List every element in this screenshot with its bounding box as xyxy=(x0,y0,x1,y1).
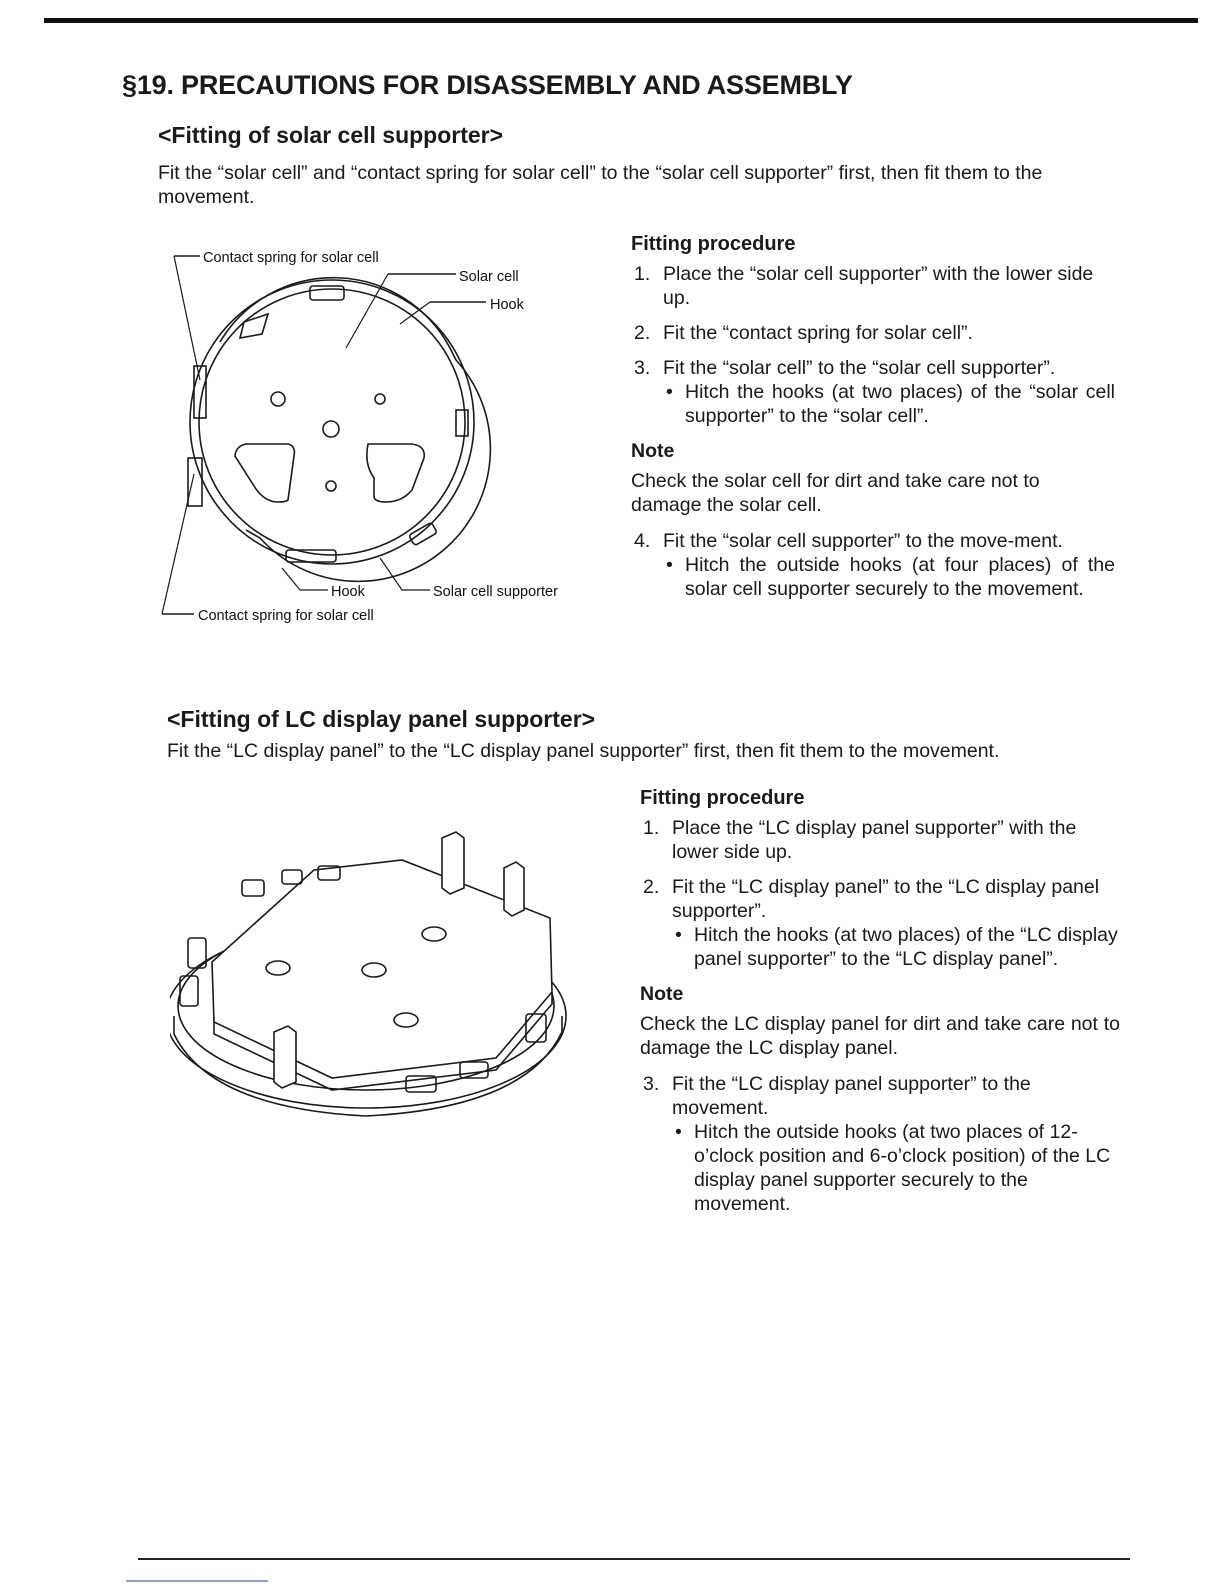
procedure-lc-display xyxy=(640,786,1120,1227)
solar-cell-edge xyxy=(220,278,490,582)
note-heading: Note xyxy=(640,983,684,1005)
note-text: Check the LC display panel for dirt and take care not to damage the LC display panel. xyxy=(640,1013,1120,1059)
hole xyxy=(323,421,339,437)
supporter-inner-ring xyxy=(199,289,465,555)
bullet-item: • Hitch the hooks (at two places) of the “solar cell supporter” to the “solar cell”. xyxy=(663,380,1115,428)
procedure-heading: Fitting procedure xyxy=(631,233,796,255)
bottom-rule xyxy=(138,1558,1130,1560)
bullet-item: • Hitch the outside hooks (at four places) of the solar cell supporter securely to the movement. xyxy=(663,553,1115,601)
hole xyxy=(326,481,336,491)
procedure-step: 3. Fit the “solar cell” to the “solar cell supporter”. • Hitch the hooks (at two places) of the “solar cell supporter” to the “solar cell”. xyxy=(631,356,1115,428)
section-heading-solar-cell: <Fitting of solar cell supporter> xyxy=(158,122,504,148)
label-contact-spring-bottom: Contact spring for solar cell xyxy=(198,608,374,624)
bullet-item: • Hitch the outside hooks (at two places of 12-o’clock position and 6-o’clock position) of the LC display panel supporter securely to the movement. xyxy=(672,1120,1120,1216)
procedure-step: 4. Fit the “solar cell supporter” to the move-ment. • Hitch the outside hooks (at four places) of the solar cell supporter securely to the movement. xyxy=(631,529,1115,601)
solar-cell-supporter-diagram xyxy=(150,238,590,638)
procedure-step: 1. Place the “LC display panel supporter” with the lower side up. xyxy=(643,817,1077,863)
footer-mark xyxy=(126,1580,268,1582)
label-hook-top: Hook xyxy=(490,297,524,313)
procedure-solar-cell xyxy=(631,232,1115,612)
page-title: §19. PRECAUTIONS FOR DISASSEMBLY AND ASSEMBLY xyxy=(122,70,853,100)
section-intro-lc-display: Fit the “LC display panel” to the “LC display panel supporter” first, then fit them to the movement. xyxy=(167,740,1000,762)
section-heading-lc-display: <Fitting of LC display panel supporter> xyxy=(167,706,596,732)
hole xyxy=(375,394,385,404)
top-rule xyxy=(44,18,1198,23)
lc-display-supporter-diagram xyxy=(170,826,590,1126)
procedure-step: 2. Fit the “contact spring for solar cell”. xyxy=(634,322,973,344)
note-heading: Note xyxy=(631,440,675,462)
label-hook-bottom: Hook xyxy=(331,584,365,600)
procedure-step: 1. Place the “solar cell supporter” with the lower side up. xyxy=(634,263,1094,309)
supporter-outer-ring xyxy=(190,280,474,564)
label-solar-cell-supporter: Solar cell supporter xyxy=(433,584,558,600)
cutout-right xyxy=(367,444,424,502)
label-contact-spring-top: Contact spring for solar cell xyxy=(203,250,379,266)
procedure-heading: Fitting procedure xyxy=(640,787,805,809)
procedure-step: 2. Fit the “LC display panel” to the “LC display panel supporter”. • Hitch the hooks (at two places) of the “LC display panel supporter” to the “LC display panel”. xyxy=(640,875,1120,971)
cutout-left xyxy=(235,444,294,502)
procedure-step: 3. Fit the “LC display panel supporter” to the movement. • Hitch the outside hooks (at two places of 12-o’clock position and 6-o’clock position) of the LC display panel supporter securely to the movement. xyxy=(640,1072,1120,1216)
hole xyxy=(271,392,285,406)
label-solar-cell: Solar cell xyxy=(459,269,519,285)
bullet-item: • Hitch the hooks (at two places) of the “LC display panel supporter” to the “LC display panel”. xyxy=(672,923,1120,971)
note-text: Check the solar cell for dirt and take care not to damage the solar cell. xyxy=(631,470,1040,516)
lc-panel xyxy=(212,860,552,1078)
section-intro-solar-cell: Fit the “solar cell” and “contact spring for solar cell” to the “solar cell supporter” first, then fit them to the movement. xyxy=(158,162,1043,208)
